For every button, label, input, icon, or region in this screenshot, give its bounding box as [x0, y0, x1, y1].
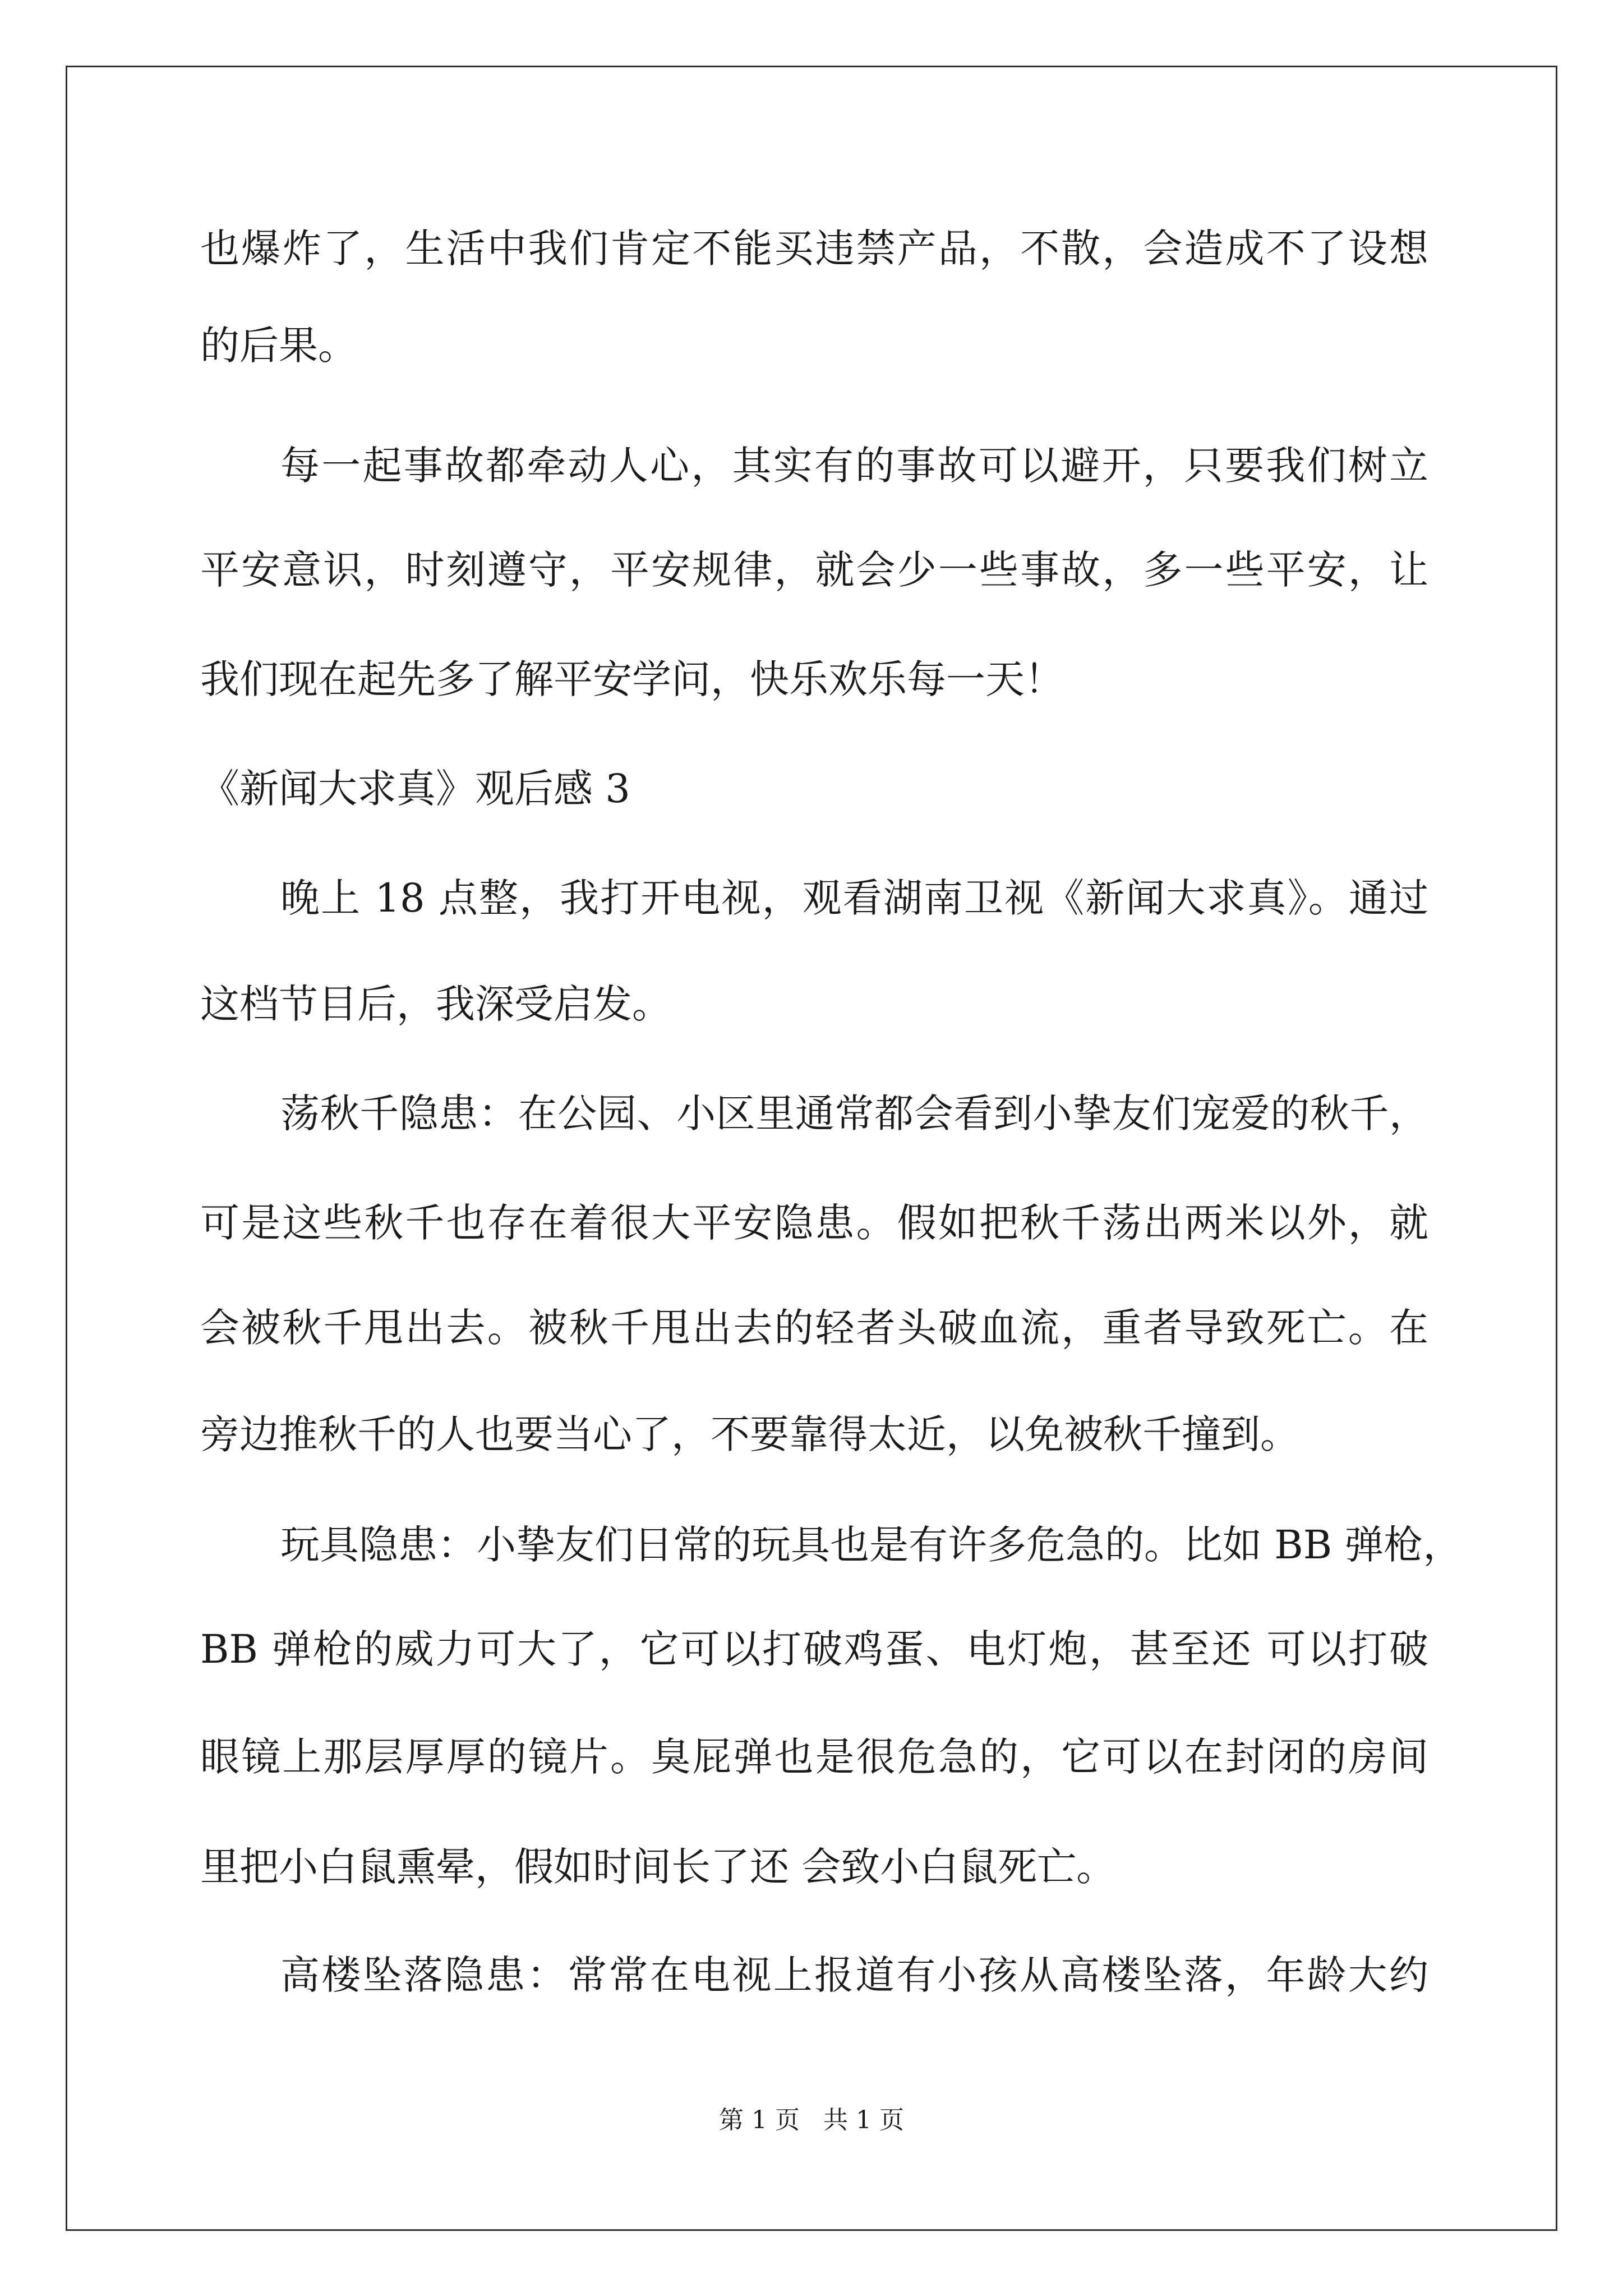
text-line: 里把小白鼠熏晕，假如时间长了还 会致小白鼠死亡。: [200, 1844, 1116, 1890]
text-line: 这档节目后，我深受启发。: [200, 981, 671, 1027]
text-line: 我们现在起先多了解平安学问，快乐欢乐每一天！: [200, 656, 1064, 702]
text-line: 也爆炸了，生活中我们肯定不能买违禁产品，不散，会造成不了设想: [200, 226, 1428, 272]
total-pages: 共 1 页: [823, 2106, 904, 2134]
text-line: 平安意识，时刻遵守，平安规律，就会少一些事故，多一些平安，让: [200, 547, 1428, 593]
text-line: BB 弹枪的威力可大了，它可以打破鸡蛋、电灯炮，甚至还 可以打破: [200, 1626, 1428, 1672]
page-border: [66, 66, 1557, 2231]
text-line: 每一起事故都牵动人心，其实有的事故可以避开，只要我们树立: [280, 443, 1428, 489]
text-line: 眼镜上那层厚厚的镜片。臭屁弹也是很危急的，它可以在封闭的房间: [200, 1734, 1428, 1780]
page-number: 第 1 页: [719, 2106, 800, 2134]
text-line: 可是这些秋千也存在着很大平安隐患。假如把秋千荡出两米以外，就: [200, 1200, 1428, 1246]
text-line: 高楼坠落隐患：常常在电视上报道有小孩从高楼坠落，年龄大约: [280, 1952, 1428, 1998]
page-footer: [0, 2105, 1623, 2136]
text-line: 的后果。: [200, 323, 357, 369]
section-heading: 《新闻大求真》观后感 3: [200, 766, 630, 812]
text-line: 旁边推秋千的人也要当心了，不要靠得太近，以免被秋千撞到。: [200, 1411, 1299, 1457]
text-line: 会被秋千甩出去。被秋千甩出去的轻者头破血流，重者导致死亡。在: [200, 1305, 1428, 1351]
text-line: 荡秋千隐患：在公园、小区里通常都会看到小挚友们宠爱的秋千，: [280, 1091, 1428, 1137]
text-line: 玩具隐患：小挚友们日常的玩具也是有许多危急的。比如 BB 弹枪，: [280, 1522, 1463, 1568]
text-line: 晚上 18 点整，我打开电视，观看湖南卫视《新闻大求真》。通过: [280, 875, 1428, 921]
